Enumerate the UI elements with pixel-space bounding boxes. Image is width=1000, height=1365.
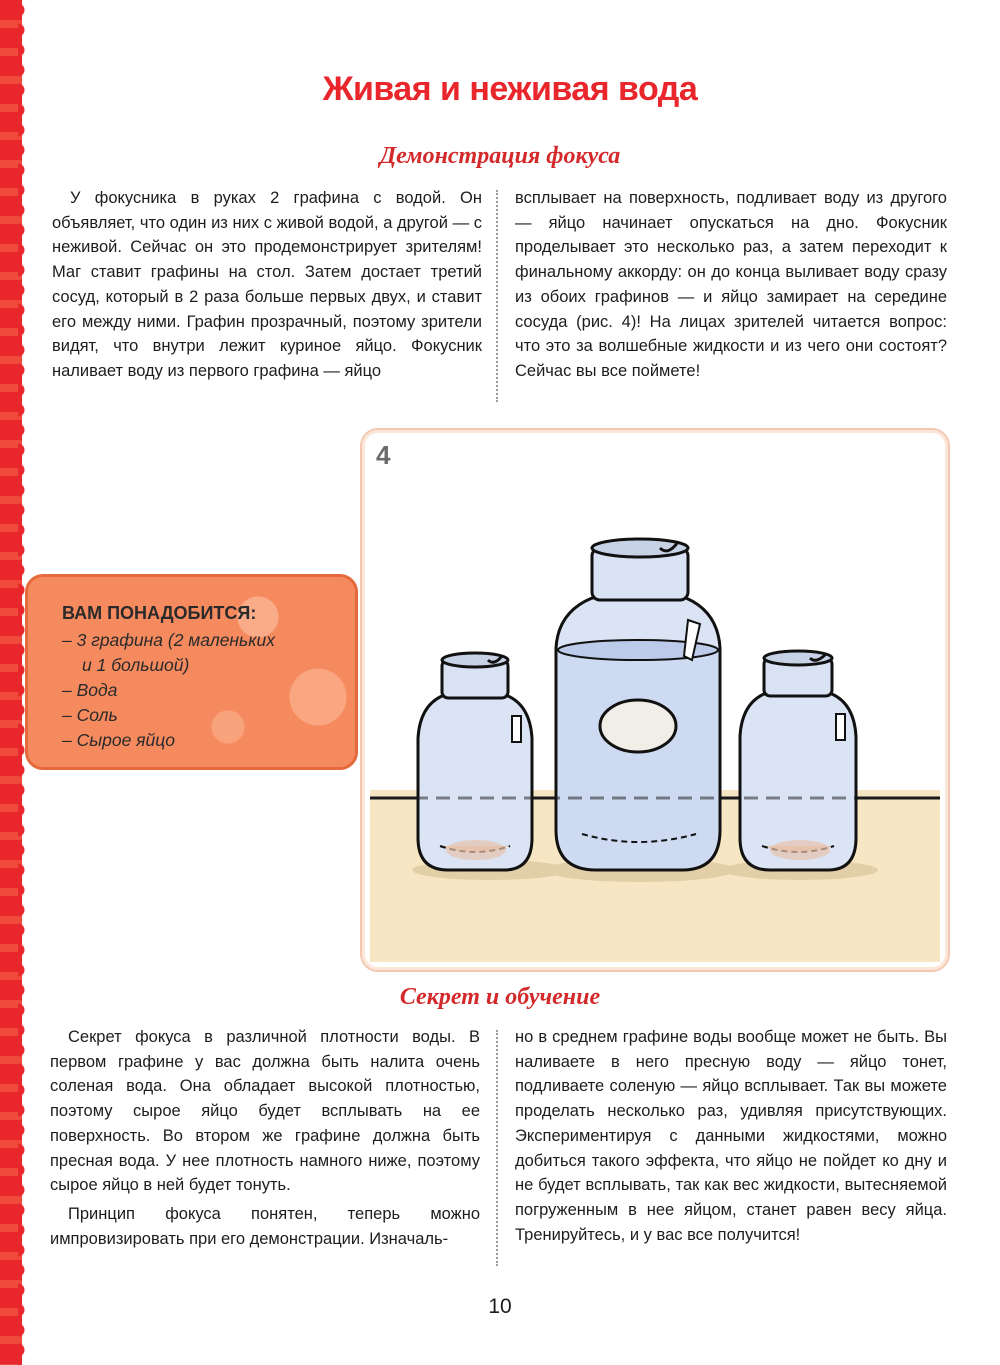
demo-column-right xyxy=(515,186,947,384)
secret-paragraph-1: Секрет фокуса в различной плотности воды. В первом графине у вас должна быть налита очень соленая вода. Она обладает высокой плотностью, поэтому сырое яйцо будет всплывать на ее поверхность. Во втором же графине должна быть пресная вода. У нее плотность намного ниже, поэтому сырое яйцо в ней будет тонуть. xyxy=(50,1028,480,1195)
column-divider xyxy=(496,1030,498,1266)
secret-column-left xyxy=(50,1025,480,1251)
page-number: 10 xyxy=(488,1295,512,1318)
column-divider xyxy=(496,190,498,402)
demo-column-left xyxy=(52,186,482,384)
secret-paragraph-3: но в среднем графине воды вообще может не быть. Вы наливаете в него пресную воду — яйцо тонет, подливаете соленую — яйцо всплывает. Так вы можете проделать несколько раз, удивляя присутствующих. Экспериментируя с данными жидкостями, можно добиться такого эффекта, что яйцо не пойдет ко дну и не будет всплывать, так как вес жидкости, вытесняемой погруженным в нее яйцом, станет равен весу яйца. Тренируйтесь, и у вас все получится! xyxy=(515,1028,947,1244)
supplies-item: и 1 большой) xyxy=(82,655,190,675)
demo-paragraph-right: всплывает на поверхность, подливает воду из другого — яйцо начинает опускаться на дно. Фокусник проделывает это несколько раз, а затем переходит к финальному аккорду: он до конца выливает воду сразу из обоих графинов — и яйцо замирает на середине сосуда (рис. 4)! На лицах зрителей читается вопрос: что это за волшебные жидкости и из чего они состоят? Сейчас вы все поймете! xyxy=(515,189,947,380)
supplies-item: – Соль xyxy=(62,705,118,725)
supplies-box xyxy=(25,574,358,770)
supplies-title: ВАМ ПОНАДОБИТСЯ: xyxy=(62,603,257,623)
secret-paragraph-2: Принцип фокуса понятен, теперь можно импровизировать при его демонстрации. Изначаль- xyxy=(50,1204,480,1248)
secret-column-right xyxy=(515,1025,947,1247)
figure-number: 4 xyxy=(376,440,391,470)
section-heading-secret: Секрет и обучение xyxy=(399,984,601,1010)
right-small-jar xyxy=(740,651,856,870)
egg xyxy=(600,700,676,752)
jars-drawing xyxy=(370,438,940,962)
demo-paragraph-left: У фокусника в руках 2 графина с водой. Он объявляет, что один из них с живой водой, а другой — с неживой. Сейчас он это продемонстрирует зрителям! Маг ставит графины на стол. Затем достает третий сосуд, который в 2 раза больше первых двух, и ставит его между ними. Графин прозрачный, поэтому зрители видят, что внутри лежит куриное яйцо. Фокусник наливает воду из первого графина — яйцо xyxy=(52,189,482,380)
section-heading-demo: Демонстрация фокуса xyxy=(379,143,621,169)
supplies-item: – Вода xyxy=(62,680,118,700)
page-title: Живая и неживая вода xyxy=(322,70,698,108)
left-small-jar xyxy=(418,653,532,870)
middle-big-jar xyxy=(556,539,720,870)
supplies-item: – Сырое яйцо xyxy=(62,730,175,750)
supplies-item: – 3 графина (2 маленьких xyxy=(62,630,275,650)
figure-jars-illustration xyxy=(360,428,950,972)
